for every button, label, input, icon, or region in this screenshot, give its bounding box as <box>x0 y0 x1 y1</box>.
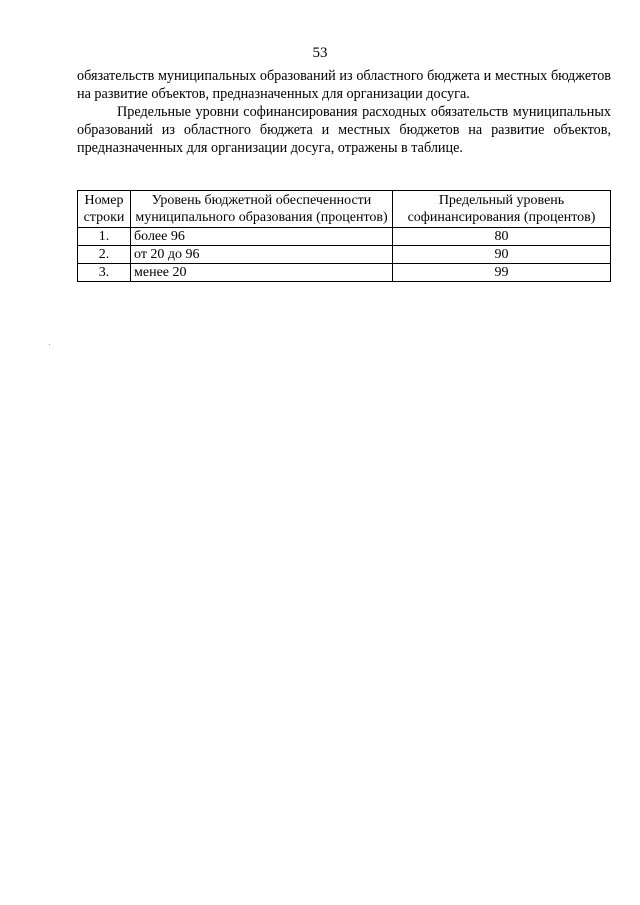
scan-speck <box>49 344 50 345</box>
page-number: 53 <box>312 45 328 61</box>
row-number-cell: 2. <box>78 246 131 264</box>
budget-level-cell: от 20 до 96 <box>131 246 393 264</box>
row-number-cell: 1. <box>78 228 131 246</box>
paragraph-cofinancing-levels: Предельные уровни софинансирования расходных обязательств муниципальных образований из областного бюджета и местных бюджетов на развитие объектов, предназначенных для организации досуга, отражены в таблице. <box>77 104 611 156</box>
body-text <box>77 67 611 157</box>
header-row-number: Номер строки <box>78 191 131 228</box>
paragraph-continuation: обязательств муниципальных образований из областного бюджета и местных бюджетов на развитие объектов, предназначенных для организации досуга. <box>77 68 611 102</box>
header-cofinancing-limit: Предельный уровень софинансирования (процентов) <box>393 191 611 228</box>
row-number-cell: 3. <box>78 264 131 282</box>
table-row <box>78 228 611 246</box>
cofinancing-limit-cell: 90 <box>393 246 611 264</box>
table-header-row <box>78 191 611 228</box>
cofinancing-table <box>77 190 611 282</box>
header-budget-level: Уровень бюджетной обеспеченности муниципального образования (процентов) <box>131 191 393 228</box>
cofinancing-limit-cell: 80 <box>393 228 611 246</box>
budget-level-cell: более 96 <box>131 228 393 246</box>
table-row <box>78 246 611 264</box>
cofinancing-limit-cell: 99 <box>393 264 611 282</box>
budget-level-cell: менее 20 <box>131 264 393 282</box>
table-row <box>78 264 611 282</box>
